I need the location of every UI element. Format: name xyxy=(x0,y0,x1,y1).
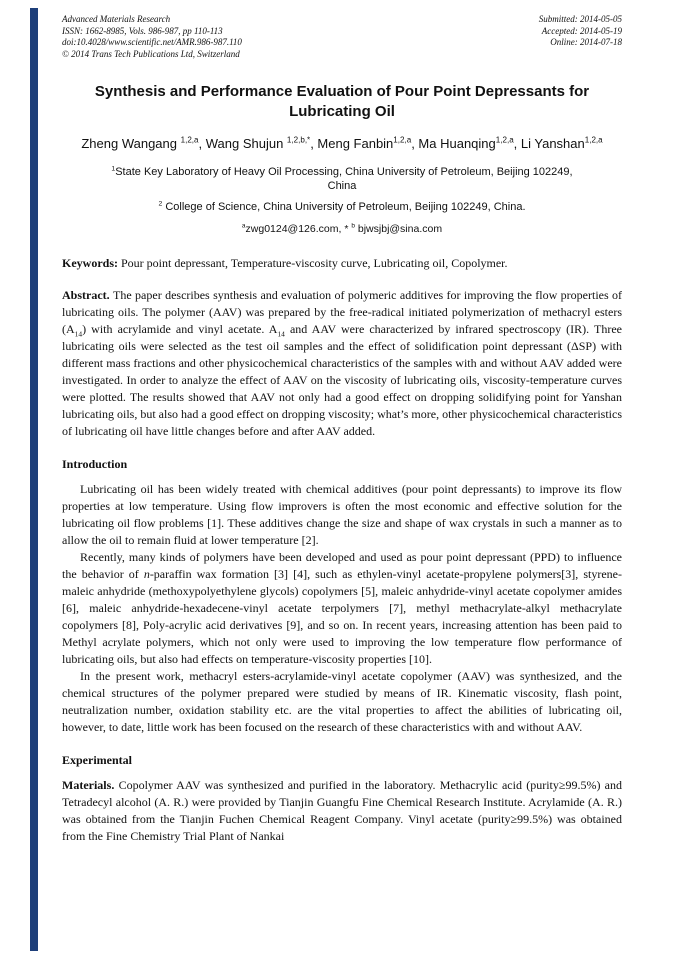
section-heading-experimental: Experimental xyxy=(62,753,132,768)
abstract-paragraph: Abstract. The paper describes synthesis and evaluation of polymeric additives for improving the flow properties of lubricating oils. The polymer (AAV) was prepared by the free-radical initiated polymerization of methacryl esters $(A_{14})$ with acrylamide and vinyl acetate. $A_{14}$ and AAV were characterized by infrared spectroscopy (IR). Three lubricating oils were selected as the test oil samples and the effect of solidification point depressant (ΔSP) with different mass fractions and other physicochemical characteristics of the samples with and without AAV added were investigated. In order to analyze the effect of AAV on the viscosity of lubricating oils, viscosity-temperature curves were plotted. The results showed that AAV not only had a good effect on dropping solidifying point for Yanshan lubricating oils, but also had a good effect on dropping viscosity; what’s more, other physicochemical characteristics of lubricating oil have little changes before and after AAV added. xyxy=(62,288,623,439)
journal-name: Advanced Materials Research xyxy=(62,14,171,24)
section-heading-introduction: Introduction xyxy=(62,457,128,472)
accepted-date: Accepted: 2014-05-19 xyxy=(541,25,622,36)
paper-title: Synthesis and Performance Evaluation of Pour Point Depressants for Lubricating Oil xyxy=(94,83,590,120)
page-content xyxy=(62,14,622,845)
submission-dates xyxy=(539,14,622,60)
left-margin-stripe xyxy=(30,8,38,951)
journal-header xyxy=(62,14,622,60)
materials-paragraph: Materials. Copolymer AAV was synthesized and purified in the laboratory. Methacrylic acid (purity≥99.5%) and Tetradecyl alcohol (A. R.) were provided by Tianjin Guangfu Fine Chemical Research Institute. Acrylamide (A. R.) was obtained from the Tianjin Fuchen Chemical Reagent Company. Vinyl acetate (purity≥99.5%) was obtained from the Fine Chemistry Trial Plant of Nankai xyxy=(62,778,623,844)
author-emails: $^a$zwg0124@126.com, * $^b$ bjwsjbj@sina.com xyxy=(241,222,443,236)
journal-copyright: © 2014 Trans Tech Publications Ltd, Switzerland xyxy=(62,48,240,59)
affiliation-1: $^1$State Key Laboratory of Heavy Oil Processing, China University of Petroleum, Beijing 102249, China xyxy=(111,164,573,192)
intro-paragraph-3: In the present work, methacryl esters-acrylamide-vinyl acetate copolymer (AAV) was synthesized, and the chemical structures of the polymer prepared were studied by means of IR. Kinematic viscosity, flash point, neutralization number, oxidation stability etc. are the vital properties to affect the abilities of lubricating oil, however, to date, little work has been focused on the research of these characteristics with and without AAV. xyxy=(62,669,622,735)
authors-line: Zheng Wangang $^{1,2,a}$, Wang Shujun $^{1,2,b,*}$, Meng Fanbin$^{1,2,a}$, Ma Huanqing$^{1,2,a}$, Li Yanshan$^{1,2,a}$ xyxy=(81,135,603,151)
journal-info xyxy=(62,14,242,60)
online-date: Online: 2014-07-18 xyxy=(550,37,622,47)
journal-doi: doi:10.4028/www.scientific.net/AMR.986-987.110 xyxy=(62,37,242,47)
affiliation-2: $^2$ College of Science, China University of Petroleum, Beijing 102249, China. xyxy=(158,200,526,214)
submitted-date: Submitted: 2014-05-05 xyxy=(538,14,622,24)
keywords-line: Keywords: Pour point depressant, Temperature-viscosity curve, Lubricating oil, Copolymer. xyxy=(62,256,508,271)
intro-paragraph-2: Recently, many kinds of polymers have been developed and used as pour point depressant (PPD) to influence the behavior of n-paraffin wax formation [3] [4], such as ethylen-vinyl acetate-propylene polymers[3], styrene-maleic anhydride (methoxypolyethylene glycols) copolymers [5], maleic anhydride-vinyl acetate copolymer amides [6], maleic anhydride-hexadecene-vinyl acetate terpolymers [7], methyl methacrylate-alkyl methacrylate copolymers [8], Poly-acrylic acid derivatives [9], and so on. In recent years, increasing attention has been paid to Methyl acrylate polymers, which not only were used to improving the low temperature flow performance of lubricating oils, but also had effects on temperature-viscosity properties [10]. xyxy=(62,550,622,667)
intro-paragraph-1: Lubricating oil has been widely treated with chemical additives (pour point depressants) to improve its flow properties at low temperature. Using flow improvers is often the most economic and effective solution for the lubricating oil flow problems [1]. These additives change the size and shape of wax crystals in such a manner as to allow the oil to remain fluid at lower temperature [2]. xyxy=(62,482,622,548)
journal-issn: ISSN: 1662-8985, Vols. 986-987, pp 110-113 xyxy=(62,25,223,36)
